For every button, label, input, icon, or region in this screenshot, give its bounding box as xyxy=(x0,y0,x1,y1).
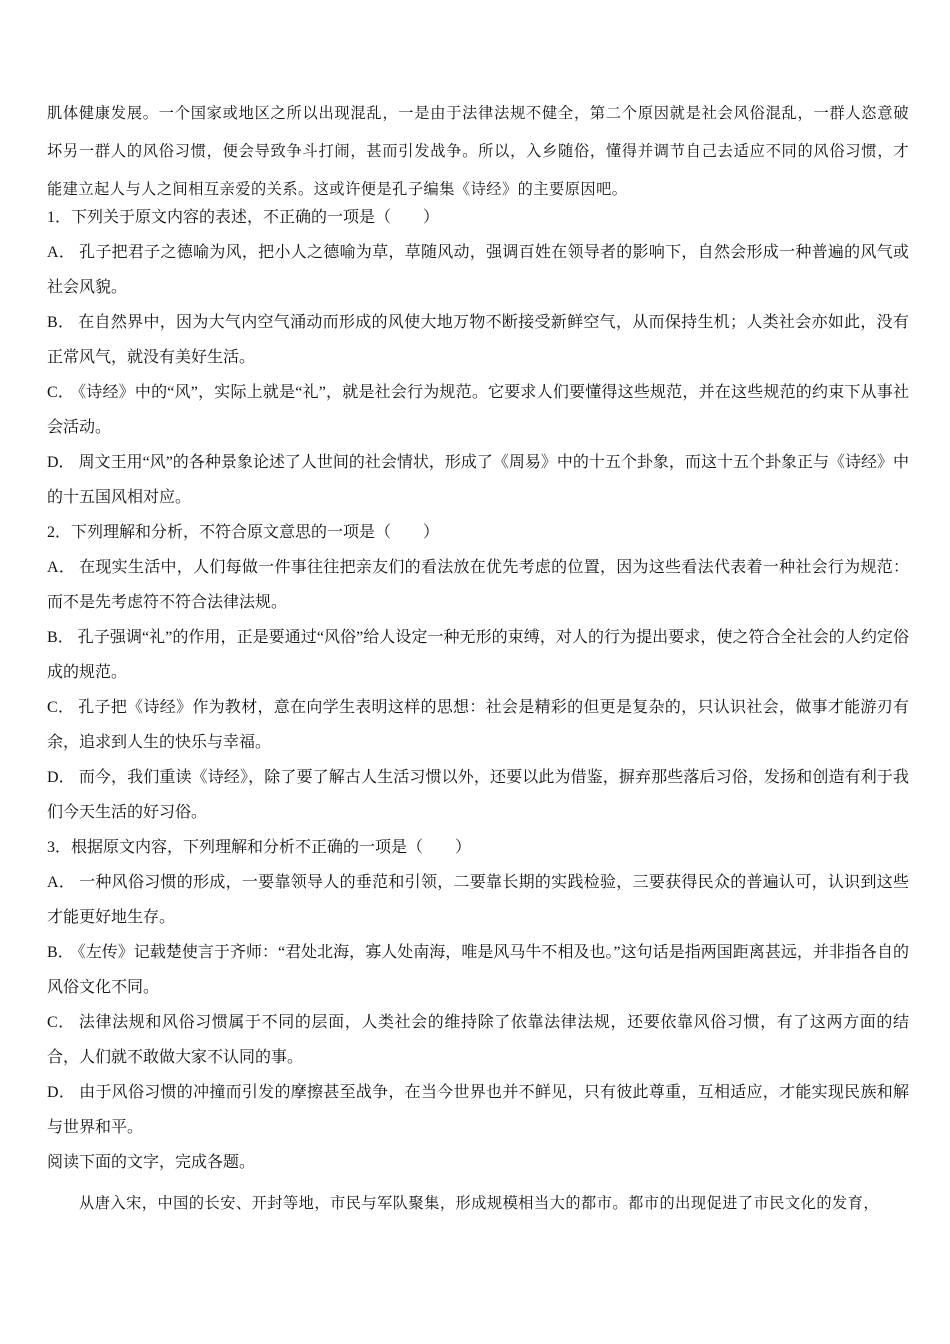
passage-top-block xyxy=(47,94,909,208)
option-text: 孔子把君子之德喻为风，把小人之德喻为草，草随风动，强调百姓在领导者的影响下，自然会形成一种普遍的风气或社会风貌。 xyxy=(47,244,909,296)
passage-bottom-block xyxy=(47,1184,909,1222)
question-1-option-d[interactable] xyxy=(47,445,909,515)
option-label: B． xyxy=(47,314,75,331)
questions-block xyxy=(47,200,909,1180)
option-text: 孔子强调“礼”的作用，正是要通过“风俗”给人设定一种无形的束缚，对人的行为提出要求，使之符合全社会的人约定俗成的规范。 xyxy=(47,629,909,681)
option-label: C． xyxy=(47,384,75,401)
question-3-option-c[interactable] xyxy=(47,1005,909,1075)
question-2-stem: 2．下列理解和分析，不符合原文意思的一项是（ ） xyxy=(47,524,440,541)
option-text: 而今，我们重读《诗经》，除了要了解古人生活习惯以外，还要以此为借鉴，摒弃那些落后习俗，发扬和创造有利于我们今天生活的好习俗。 xyxy=(47,769,909,821)
option-label: D． xyxy=(47,454,75,471)
option-text: 一种风俗习惯的形成，一要靠领导人的垂范和引领，二要靠长期的实践检验，三要获得民众的普遍认可，认识到这些才能更好地生存。 xyxy=(47,874,909,926)
option-text: 由于风俗习惯的冲撞而引发的摩擦甚至战争，在当今世界也并不鲜见，只有彼此尊重，互相适应，才能实现民族和解与世界和平。 xyxy=(47,1084,909,1136)
question-3-stem: 3．根据原文内容，下列理解和分析不正确的一项是（ ） xyxy=(47,839,472,856)
question-1-option-b[interactable] xyxy=(47,305,909,375)
option-label: D． xyxy=(47,1084,76,1101)
option-label: A． xyxy=(47,244,76,261)
option-label: B． xyxy=(47,629,74,646)
passage-paragraph-2: 从唐入宋，中国的长安、开封等地，市民与军队聚集，形成规模相当大的都市。都市的出现促进了市民文化的发育， xyxy=(79,1194,880,1212)
option-label: B． xyxy=(47,944,74,961)
question-3-option-a[interactable] xyxy=(47,865,909,935)
option-text: 在现实生活中，人们每做一件事往往把亲友们的看法放在优先考虑的位置，因为这些看法代表着一种社会行为规范：而不是先考虑符不符合法律法规。 xyxy=(47,559,909,611)
option-text: 周文王用“风”的各种景象论述了人世间的社会情状，形成了《周易》中的十五个卦象，而这十五个卦象正与《诗经》中的十五国风相对应。 xyxy=(47,454,909,506)
question-1-stem: 1．下列关于原文内容的表述，不正确的一项是（ ） xyxy=(47,209,440,226)
question-2-option-d[interactable] xyxy=(47,760,909,830)
question-3-option-d[interactable] xyxy=(47,1075,909,1145)
option-label: A． xyxy=(47,559,76,576)
question-1-option-a[interactable] xyxy=(47,235,909,305)
option-label: A． xyxy=(47,874,76,891)
option-text: 《左传》记载楚使言于齐师：“君处北海，寡人处南海，唯是风马牛不相及也。”这句话是指两国距离甚远，并非指各自的风俗文化不同。 xyxy=(47,944,909,996)
option-text: 孔子把《诗经》作为教材，意在向学生表明这样的思想：社会是精彩的但更是复杂的，只认识社会，做事才能游刃有余，追求到人生的快乐与幸福。 xyxy=(47,699,909,751)
option-text: 在自然界中，因为大气内空气涌动而形成的风使大地万物不断接受新鲜空气，从而保持生机；人类社会亦如此，没有正常风气，就没有美好生活。 xyxy=(47,314,909,366)
option-label: D． xyxy=(47,769,75,786)
passage-paragraph: 肌体健康发展。一个国家或地区之所以出现混乱，一是由于法律法规不健全，第二个原因就是社会风俗混乱，一群人恣意破坏另一群人的风俗习惯，便会导致争斗打闹，甚而引发战争。所以，入乡随俗，懂得并调节自己去适应不同的风俗习惯，才能建立起人与人之间相互亲爱的关系。这或许便是孔子编集《诗经》的主要原因吧。 xyxy=(47,104,909,198)
option-label: C． xyxy=(47,699,75,716)
question-2-option-c[interactable] xyxy=(47,690,909,760)
option-text: 《诗经》中的“风”，实际上就是“礼”，就是社会行为规范。它要求人们要懂得这些规范，并在这些规范的约束下从事社会活动。 xyxy=(47,384,909,436)
question-1-option-c[interactable] xyxy=(47,375,909,445)
reading-instruction: 阅读下面的文字，完成各题。 xyxy=(47,1154,256,1171)
question-3-option-b[interactable] xyxy=(47,935,909,1005)
option-label: C． xyxy=(47,1014,75,1031)
question-2-option-a[interactable] xyxy=(47,550,909,620)
question-2-option-b[interactable] xyxy=(47,620,909,690)
option-text: 法律法规和风俗习惯属于不同的层面，人类社会的维持除了依靠法律法规，还要依靠风俗习惯，有了这两方面的结合，人们就不敢做大家不认同的事。 xyxy=(47,1014,909,1066)
